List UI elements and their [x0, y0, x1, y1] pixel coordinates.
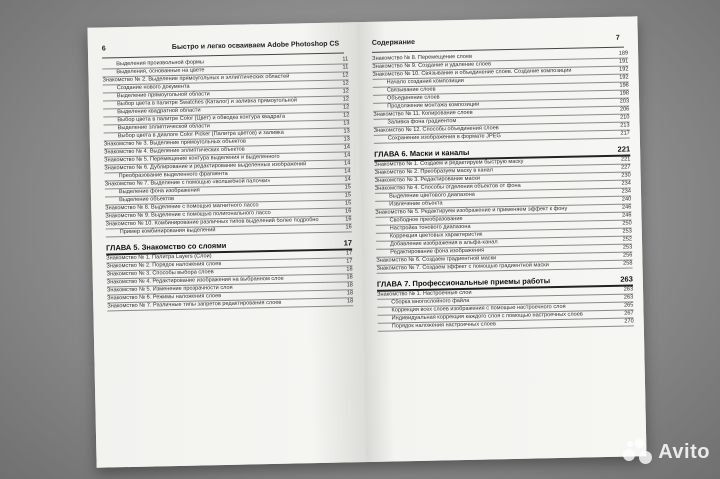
toc-entry-title: Выделения произвольной формы [116, 59, 204, 68]
toc-entry-title: Порядок наложения настроечных слоев [391, 321, 497, 330]
toc-entry-page: 234 [621, 188, 632, 195]
toc-entry-page: 13 [343, 136, 350, 143]
toc-entry-title: Знакомство № 8. Перемещение слоев [372, 53, 473, 62]
toc-entry-page: 192 [619, 74, 629, 81]
toc-entry-page: 14 [344, 176, 351, 183]
toc-entry-page: 252 [622, 236, 633, 243]
toc-entry-page: 265 [623, 302, 634, 309]
toc-entry-page: 213 [620, 122, 630, 129]
toc-entry-title: Свободное преобразование [389, 215, 463, 224]
toc-entry-title: Знакомство № 2. Порядок наложения слоев [106, 261, 222, 270]
right-page [357, 16, 646, 462]
toc-entry-title: Создание нового документа [116, 83, 190, 92]
toc-entry-title: Начало создания композиции [386, 77, 464, 86]
toc-entry-page: 18 [346, 266, 353, 273]
right-page-header [372, 35, 624, 53]
toc-entry-title: ГЛАВА 7. Профессиональные приемы работы [376, 276, 551, 289]
toc-entry-page: 11 [342, 56, 349, 63]
toc-entry-title: Продолжение монтажа композиции [387, 101, 480, 110]
toc-entry-page: 256 [622, 252, 633, 259]
toc-entry-title: Выбор цвета в палитре Swatches (Каталог) и заливка прямоугольной [116, 97, 297, 108]
toc-entry-title: Знакомство № 7. Различные типы запретов редактирования слоев [107, 299, 282, 310]
toc-entry-title: Знакомство № 7. Создаем эффект с помощью градиентной маски [376, 262, 549, 272]
toc-entry-title: Знакомство № 6. Создаем градиентной маски [376, 255, 497, 264]
toc-entry-title: Заливка фона градиентом [387, 118, 457, 126]
toc-entry-title: Добавление изображения в альфа-канал [389, 239, 498, 248]
toc-entry-page: 210 [620, 114, 630, 121]
avito-dots-icon [623, 439, 653, 465]
toc-entry-page: 14 [343, 144, 351, 151]
toc-entry-page: 263 [620, 274, 633, 284]
toc-entry-title: Сборка многослойного файла [391, 297, 470, 306]
toc-entry-page: 12 [342, 88, 349, 95]
toc-entry-page: 250 [622, 220, 632, 227]
toc-entry-page: 16 [345, 224, 352, 231]
toc-entry-title: ГЛАВА 6. Маски и каналы [374, 147, 470, 159]
toc-entry-title: Выделение прямоугольной области [116, 91, 210, 100]
toc-entry-page: 267 [624, 310, 634, 317]
toc-entry-title: Знакомство № 3. Редактирование маски [374, 175, 481, 184]
toc-entry-page: 16 [345, 208, 352, 215]
toc-entry-page: 203 [619, 98, 630, 105]
toc-entry-title: Знакомство № 6. Дублирование и редактирование выделенных изображений [104, 161, 307, 172]
toc-entry-page: 12 [343, 112, 350, 119]
toc-entry-page: 17 [343, 238, 353, 248]
toc-entry-page: 221 [617, 144, 631, 154]
toc-entry-title: Знакомство № 7. Выделение с помощью «волшебной палочки» [104, 178, 271, 188]
toc-entry-title: Индивидуальная коррекция каждого слоя с помощью настроечных слоев [391, 311, 583, 322]
avito-wordmark: Avito [658, 440, 710, 463]
toc-entry-title: Выделение квадратной области [117, 107, 201, 116]
toc-entry-page: 198 [619, 90, 630, 97]
left-page-title: Быстро и легко осваиваем Adobe Photoshop CS [171, 40, 340, 52]
open-book [87, 16, 646, 467]
toc-entry-title: Знакомство № 10. Связывание и объединение слоев. Создание композиции [372, 67, 572, 78]
toc-entry-page: 14 [343, 152, 351, 159]
toc-entry-title: Знакомство № 2. Выделение прямоугольных и эллиптических областей [102, 73, 290, 84]
left-page-number: 6 [101, 45, 106, 53]
toc-entry-page: 192 [619, 66, 629, 73]
toc-entry-page: 14 [344, 168, 351, 175]
toc-entry-page: 246 [621, 204, 632, 211]
toc-entry-page: 11 [342, 64, 349, 71]
toc-entry-title: Объединение слоев [386, 94, 440, 102]
toc-entry-title: Выделение фона изображения [118, 187, 200, 196]
toc-entry-page: 12 [342, 80, 349, 87]
toc-entry-page: 18 [346, 282, 353, 289]
toc-entry-title: Знакомство № 8. Выделение с помощью магнитного лассо [105, 202, 259, 212]
toc-entry-page: 206 [619, 106, 630, 113]
toc-entry-page: 15 [344, 200, 352, 207]
toc-entry-page: 18 [346, 274, 353, 281]
toc-entry-page: 253 [622, 244, 633, 251]
toc-entry-title: Коррекция всех слоев изображения с помощью настроечного слоя [391, 303, 566, 314]
toc-entry-page: 18 [346, 290, 354, 297]
toc-entry-title: Знакомство № 4. Редактирование изображения на выбранном слое [106, 275, 284, 286]
toc-entry-page: 253 [622, 228, 632, 235]
toc-entry-title: Связывание слоев [386, 86, 436, 94]
toc-entry-title: Знакомство № 1. Настроечные слои [377, 289, 472, 298]
toc-entry-page: 198 [619, 82, 629, 89]
toc-entry-page: 189 [618, 50, 629, 57]
toc-entry-title: Коррекция цветовых характеристик [389, 231, 483, 240]
toc-entry-title: Выделения, основанные на цвете [116, 67, 205, 76]
toc-entry-page: 15 [344, 192, 352, 199]
toc-entry-page: 217 [620, 130, 630, 137]
toc-entry-page: 263 [623, 286, 634, 293]
toc-entry-title: Знакомство № 9. Создание и удаление слоев [372, 61, 492, 70]
toc-entry-title: Выделение эллиптической области [117, 123, 210, 132]
toc-entry-page: 17 [346, 258, 353, 265]
toc-entry-title: Знакомство № 5. Редактируем изображение и применяем эффект к фону [375, 205, 568, 216]
toc-entry-page: 12 [342, 104, 350, 111]
toc-entry-page: 258 [623, 260, 633, 267]
toc-entry-title: Знакомство № 1. Создаем и редактируем быструю маску [374, 158, 524, 168]
right-toc [372, 50, 634, 331]
toc-entry-page: 263 [623, 294, 634, 301]
toc-entry-title: Преобразование выделенного фрагмента [118, 170, 228, 180]
toc-entry-title: Знакомство № 3. Выделение прямоугольных объектов [103, 138, 247, 148]
toc-entry-title: Знакомство № 10. Комбинирование различных типов выделений более подробно [105, 217, 319, 228]
left-page [87, 22, 366, 468]
toc-entry-title: Сохранение изображения в формате JPEG [387, 133, 501, 142]
toc-entry-page: 230 [621, 172, 631, 179]
toc-entry-title: Знакомство № 9. Выделение с помощью полигонального лассо [105, 210, 271, 220]
toc-entry-title: Знакомство № 12. Способы объединения слоев [373, 125, 499, 134]
toc-entry-page: 246 [622, 212, 632, 219]
toc-entry-title: Знакомство № 4. Выделение эллиптических объектов [104, 146, 245, 156]
toc-entry-page: 16 [345, 216, 352, 223]
left-toc [102, 56, 353, 311]
toc-entry-page: 12 [342, 96, 350, 103]
toc-entry-title: Редактирование фона изображения [390, 247, 485, 256]
toc-entry-title: Выделение объектов [119, 196, 175, 204]
toc-entry-page: 191 [618, 58, 629, 65]
toc-entry-page: 227 [621, 164, 631, 171]
toc-entry-title: Знакомство № 2. Преобразуем маску в канал [374, 167, 494, 176]
toc-entry-title: Знакомство № 5. Изменение прозрачности слоя [106, 284, 233, 294]
toc-entry-title: Выбор цвета в диалоге Color Picker (Палитра цветов) и заливка [117, 129, 284, 140]
right-page-title: Содержание [371, 38, 416, 47]
toc-entry-page: 14 [344, 160, 351, 167]
toc-entry-title: Извлечение объекта [389, 200, 443, 208]
toc-entry-title: ГЛАВА 5. Знакомство со слоями [105, 240, 227, 253]
avito-watermark [623, 439, 710, 465]
toc-entry-page: 240 [621, 196, 632, 203]
toc-entry-title: Выбор цвета в палитре Color (Цвет) и обводка контура квадрата [117, 113, 286, 124]
toc-entry-title: Знакомство № 1. Палитра Layers (Слои) [106, 253, 212, 262]
toc-entry-title: Настройка тонового диапазона [389, 223, 471, 232]
toc-entry-page: 12 [342, 72, 349, 79]
toc-entry-page: 221 [620, 156, 631, 163]
toc-entry-page: 234 [621, 180, 631, 187]
toc-entry-page: 15 [344, 184, 351, 191]
toc-entry-title: Выделение цветового диапазона [388, 191, 475, 200]
toc-entry-title: Пример комбинирования выделений [119, 227, 216, 236]
toc-entry-page: 13 [343, 120, 350, 127]
toc-entry-page: 13 [343, 128, 350, 135]
toc-entry-page: 18 [346, 298, 354, 305]
toc-entry-title: Знакомство № 11. Копирование слоев [373, 109, 473, 118]
toc-entry-title: Знакомство № 5. Перемещение контура выделения и выделенного [104, 153, 280, 164]
right-page-number: 7 [615, 34, 620, 42]
toc-entry-page: 270 [624, 318, 634, 325]
toc-entry-title: Знакомство № 6. Режимы наложения слоев [107, 293, 222, 302]
left-page-header [102, 40, 344, 58]
toc-entry-page: 17 [345, 250, 353, 257]
toc-entry-title: Знакомство № 3. Способы выбора слоев [106, 269, 214, 278]
toc-entry-title: Знакомство № 4. Способы отделения объектов от фона [374, 182, 521, 192]
